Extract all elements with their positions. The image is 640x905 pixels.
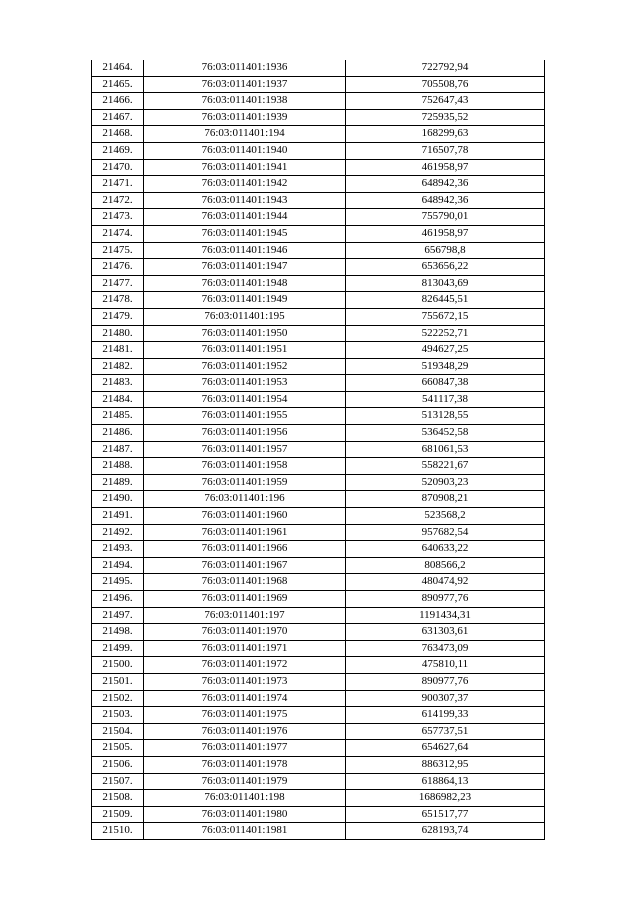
row-number-cell: 21500. <box>92 657 144 674</box>
cadastral-value-cell: 890977,76 <box>346 591 545 608</box>
table-row <box>92 126 545 143</box>
cadastral-number-cell: 76:03:011401:1946 <box>144 242 346 259</box>
row-number-cell: 21465. <box>92 76 144 93</box>
row-number-cell: 21471. <box>92 176 144 193</box>
table-row <box>92 441 545 458</box>
table-row <box>92 142 545 159</box>
table-row <box>92 60 545 76</box>
cadastral-number-cell: 76:03:011401:1980 <box>144 806 346 823</box>
cadastral-number-cell: 76:03:011401:1956 <box>144 425 346 442</box>
cadastral-value-cell: 716507,78 <box>346 142 545 159</box>
cadastral-value-cell: 494627,25 <box>346 342 545 359</box>
cadastral-number-cell: 76:03:011401:194 <box>144 126 346 143</box>
cadastral-value-cell: 628193,74 <box>346 823 545 840</box>
cadastral-number-cell: 76:03:011401:1972 <box>144 657 346 674</box>
table-row <box>92 591 545 608</box>
table-row <box>92 358 545 375</box>
table-row <box>92 458 545 475</box>
row-number-cell: 21506. <box>92 756 144 773</box>
cadastral-value-cell: 653656,22 <box>346 259 545 276</box>
table-row <box>92 159 545 176</box>
cadastral-value-cell: 519348,29 <box>346 358 545 375</box>
table-row <box>92 474 545 491</box>
table-row <box>92 308 545 325</box>
cadastral-value-cell: 705508,76 <box>346 76 545 93</box>
cadastral-number-cell: 76:03:011401:1977 <box>144 740 346 757</box>
cadastral-value-cell: 890977,76 <box>346 673 545 690</box>
cadastral-number-cell: 76:03:011401:1961 <box>144 524 346 541</box>
cadastral-number-cell: 76:03:011401:1975 <box>144 707 346 724</box>
cadastral-number-cell: 76:03:011401:195 <box>144 308 346 325</box>
cadastral-number-cell: 76:03:011401:1958 <box>144 458 346 475</box>
cadastral-value-cell: 886312,95 <box>346 756 545 773</box>
row-number-cell: 21479. <box>92 308 144 325</box>
row-number-cell: 21466. <box>92 93 144 110</box>
cadastral-value-cell: 657737,51 <box>346 723 545 740</box>
cadastral-value-cell: 656798,8 <box>346 242 545 259</box>
row-number-cell: 21493. <box>92 541 144 558</box>
table-row <box>92 574 545 591</box>
table-row <box>92 93 545 110</box>
row-number-cell: 21498. <box>92 624 144 641</box>
table-row <box>92 624 545 641</box>
table-body <box>92 60 545 839</box>
row-number-cell: 21489. <box>92 474 144 491</box>
row-number-cell: 21508. <box>92 790 144 807</box>
cadastral-number-cell: 76:03:011401:1959 <box>144 474 346 491</box>
cadastral-number-cell: 76:03:011401:1969 <box>144 591 346 608</box>
cadastral-number-cell: 76:03:011401:1945 <box>144 225 346 242</box>
table-row <box>92 690 545 707</box>
cadastral-number-cell: 76:03:011401:1937 <box>144 76 346 93</box>
cadastral-number-cell: 76:03:011401:1949 <box>144 292 346 309</box>
table-row <box>92 657 545 674</box>
cadastral-number-cell: 76:03:011401:1944 <box>144 209 346 226</box>
row-number-cell: 21483. <box>92 375 144 392</box>
cadastral-number-cell: 76:03:011401:1936 <box>144 60 346 76</box>
cadastral-value-cell: 681061,53 <box>346 441 545 458</box>
cadastral-value-cell: 640633,22 <box>346 541 545 558</box>
cadastral-value-cell: 1686982,23 <box>346 790 545 807</box>
row-number-cell: 21503. <box>92 707 144 724</box>
table-row <box>92 176 545 193</box>
cadastral-value-cell: 755790,01 <box>346 209 545 226</box>
row-number-cell: 21488. <box>92 458 144 475</box>
cadastral-number-cell: 76:03:011401:1947 <box>144 259 346 276</box>
cadastral-value-cell: 755672,15 <box>346 308 545 325</box>
row-number-cell: 21484. <box>92 391 144 408</box>
cadastral-number-cell: 76:03:011401:1954 <box>144 391 346 408</box>
table-row <box>92 508 545 525</box>
row-number-cell: 21469. <box>92 142 144 159</box>
cadastral-value-cell: 725935,52 <box>346 109 545 126</box>
table-row <box>92 607 545 624</box>
row-number-cell: 21499. <box>92 640 144 657</box>
table-row <box>92 192 545 209</box>
table-row <box>92 491 545 508</box>
table-row <box>92 425 545 442</box>
cadastral-number-cell: 76:03:011401:1941 <box>144 159 346 176</box>
table-row <box>92 773 545 790</box>
row-number-cell: 21477. <box>92 275 144 292</box>
row-number-cell: 21467. <box>92 109 144 126</box>
cadastral-value-cell: 461958,97 <box>346 159 545 176</box>
row-number-cell: 21509. <box>92 806 144 823</box>
cadastral-value-table <box>91 60 545 840</box>
cadastral-number-cell: 76:03:011401:1943 <box>144 192 346 209</box>
cadastral-value-cell: 541117,38 <box>346 391 545 408</box>
cadastral-value-cell: 520903,23 <box>346 474 545 491</box>
cadastral-number-cell: 76:03:011401:1981 <box>144 823 346 840</box>
cadastral-value-cell: 957682,54 <box>346 524 545 541</box>
cadastral-number-cell: 76:03:011401:1955 <box>144 408 346 425</box>
table-row <box>92 275 545 292</box>
cadastral-number-cell: 76:03:011401:1940 <box>144 142 346 159</box>
cadastral-value-cell: 618864,13 <box>346 773 545 790</box>
cadastral-number-cell: 76:03:011401:1974 <box>144 690 346 707</box>
row-number-cell: 21485. <box>92 408 144 425</box>
row-number-cell: 21482. <box>92 358 144 375</box>
table-row <box>92 806 545 823</box>
cadastral-value-cell: 461958,97 <box>346 225 545 242</box>
cadastral-number-cell: 76:03:011401:1971 <box>144 640 346 657</box>
cadastral-value-cell: 722792,94 <box>346 60 545 76</box>
cadastral-value-cell: 763473,09 <box>346 640 545 657</box>
cadastral-number-cell: 76:03:011401:1960 <box>144 508 346 525</box>
cadastral-number-cell: 76:03:011401:1938 <box>144 93 346 110</box>
row-number-cell: 21486. <box>92 425 144 442</box>
cadastral-value-cell: 1191434,31 <box>346 607 545 624</box>
cadastral-value-cell: 168299,63 <box>346 126 545 143</box>
table-row <box>92 76 545 93</box>
cadastral-number-cell: 76:03:011401:196 <box>144 491 346 508</box>
row-number-cell: 21490. <box>92 491 144 508</box>
table-row <box>92 259 545 276</box>
table-row <box>92 292 545 309</box>
row-number-cell: 21464. <box>92 60 144 76</box>
table-row <box>92 242 545 259</box>
table-row <box>92 707 545 724</box>
cadastral-number-cell: 76:03:011401:1951 <box>144 342 346 359</box>
table-row <box>92 756 545 773</box>
cadastral-value-cell: 523568,2 <box>346 508 545 525</box>
table-row <box>92 109 545 126</box>
cadastral-value-cell: 558221,67 <box>346 458 545 475</box>
row-number-cell: 21494. <box>92 557 144 574</box>
row-number-cell: 21501. <box>92 673 144 690</box>
row-number-cell: 21475. <box>92 242 144 259</box>
row-number-cell: 21496. <box>92 591 144 608</box>
cadastral-number-cell: 76:03:011401:198 <box>144 790 346 807</box>
cadastral-value-cell: 826445,51 <box>346 292 545 309</box>
cadastral-value-cell: 648942,36 <box>346 192 545 209</box>
cadastral-number-cell: 76:03:011401:1953 <box>144 375 346 392</box>
cadastral-number-cell: 76:03:011401:1942 <box>144 176 346 193</box>
cadastral-value-cell: 752647,43 <box>346 93 545 110</box>
table-row <box>92 325 545 342</box>
cadastral-value-cell: 813043,69 <box>346 275 545 292</box>
cadastral-number-cell: 76:03:011401:1957 <box>144 441 346 458</box>
cadastral-value-cell: 870908,21 <box>346 491 545 508</box>
cadastral-number-cell: 76:03:011401:1939 <box>144 109 346 126</box>
table-row <box>92 209 545 226</box>
table-row <box>92 823 545 840</box>
row-number-cell: 21491. <box>92 508 144 525</box>
table-row <box>92 673 545 690</box>
cadastral-value-cell: 631303,61 <box>346 624 545 641</box>
cadastral-value-cell: 475810,11 <box>346 657 545 674</box>
table-row <box>92 740 545 757</box>
cadastral-number-cell: 76:03:011401:1973 <box>144 673 346 690</box>
table-row <box>92 391 545 408</box>
table-row <box>92 790 545 807</box>
cadastral-number-cell: 76:03:011401:1950 <box>144 325 346 342</box>
cadastral-value-cell: 536452,58 <box>346 425 545 442</box>
row-number-cell: 21472. <box>92 192 144 209</box>
table-row <box>92 723 545 740</box>
cadastral-number-cell: 76:03:011401:1952 <box>144 358 346 375</box>
table-row <box>92 640 545 657</box>
row-number-cell: 21468. <box>92 126 144 143</box>
cadastral-value-cell: 660847,38 <box>346 375 545 392</box>
row-number-cell: 21480. <box>92 325 144 342</box>
cadastral-number-cell: 76:03:011401:1967 <box>144 557 346 574</box>
row-number-cell: 21478. <box>92 292 144 309</box>
table-row <box>92 541 545 558</box>
row-number-cell: 21507. <box>92 773 144 790</box>
row-number-cell: 21497. <box>92 607 144 624</box>
table-row <box>92 408 545 425</box>
row-number-cell: 21510. <box>92 823 144 840</box>
cadastral-value-cell: 648942,36 <box>346 176 545 193</box>
cadastral-value-cell: 513128,55 <box>346 408 545 425</box>
row-number-cell: 21470. <box>92 159 144 176</box>
row-number-cell: 21492. <box>92 524 144 541</box>
cadastral-number-cell: 76:03:011401:1970 <box>144 624 346 641</box>
cadastral-value-cell: 900307,37 <box>346 690 545 707</box>
cadastral-number-cell: 76:03:011401:1976 <box>144 723 346 740</box>
row-number-cell: 21487. <box>92 441 144 458</box>
cadastral-number-cell: 76:03:011401:1968 <box>144 574 346 591</box>
row-number-cell: 21473. <box>92 209 144 226</box>
cadastral-number-cell: 76:03:011401:197 <box>144 607 346 624</box>
cadastral-number-cell: 76:03:011401:1948 <box>144 275 346 292</box>
cadastral-value-cell: 654627,64 <box>346 740 545 757</box>
table-row <box>92 524 545 541</box>
cadastral-value-cell: 522252,71 <box>346 325 545 342</box>
table-row <box>92 342 545 359</box>
row-number-cell: 21495. <box>92 574 144 591</box>
row-number-cell: 21474. <box>92 225 144 242</box>
table-row <box>92 375 545 392</box>
cadastral-value-cell: 480474,92 <box>346 574 545 591</box>
cadastral-value-cell: 808566,2 <box>346 557 545 574</box>
cadastral-number-cell: 76:03:011401:1978 <box>144 756 346 773</box>
cadastral-value-cell: 614199,33 <box>346 707 545 724</box>
table-row <box>92 557 545 574</box>
row-number-cell: 21504. <box>92 723 144 740</box>
table-row <box>92 225 545 242</box>
cadastral-value-cell: 651517,77 <box>346 806 545 823</box>
row-number-cell: 21502. <box>92 690 144 707</box>
row-number-cell: 21481. <box>92 342 144 359</box>
cadastral-number-cell: 76:03:011401:1966 <box>144 541 346 558</box>
row-number-cell: 21505. <box>92 740 144 757</box>
row-number-cell: 21476. <box>92 259 144 276</box>
cadastral-number-cell: 76:03:011401:1979 <box>144 773 346 790</box>
